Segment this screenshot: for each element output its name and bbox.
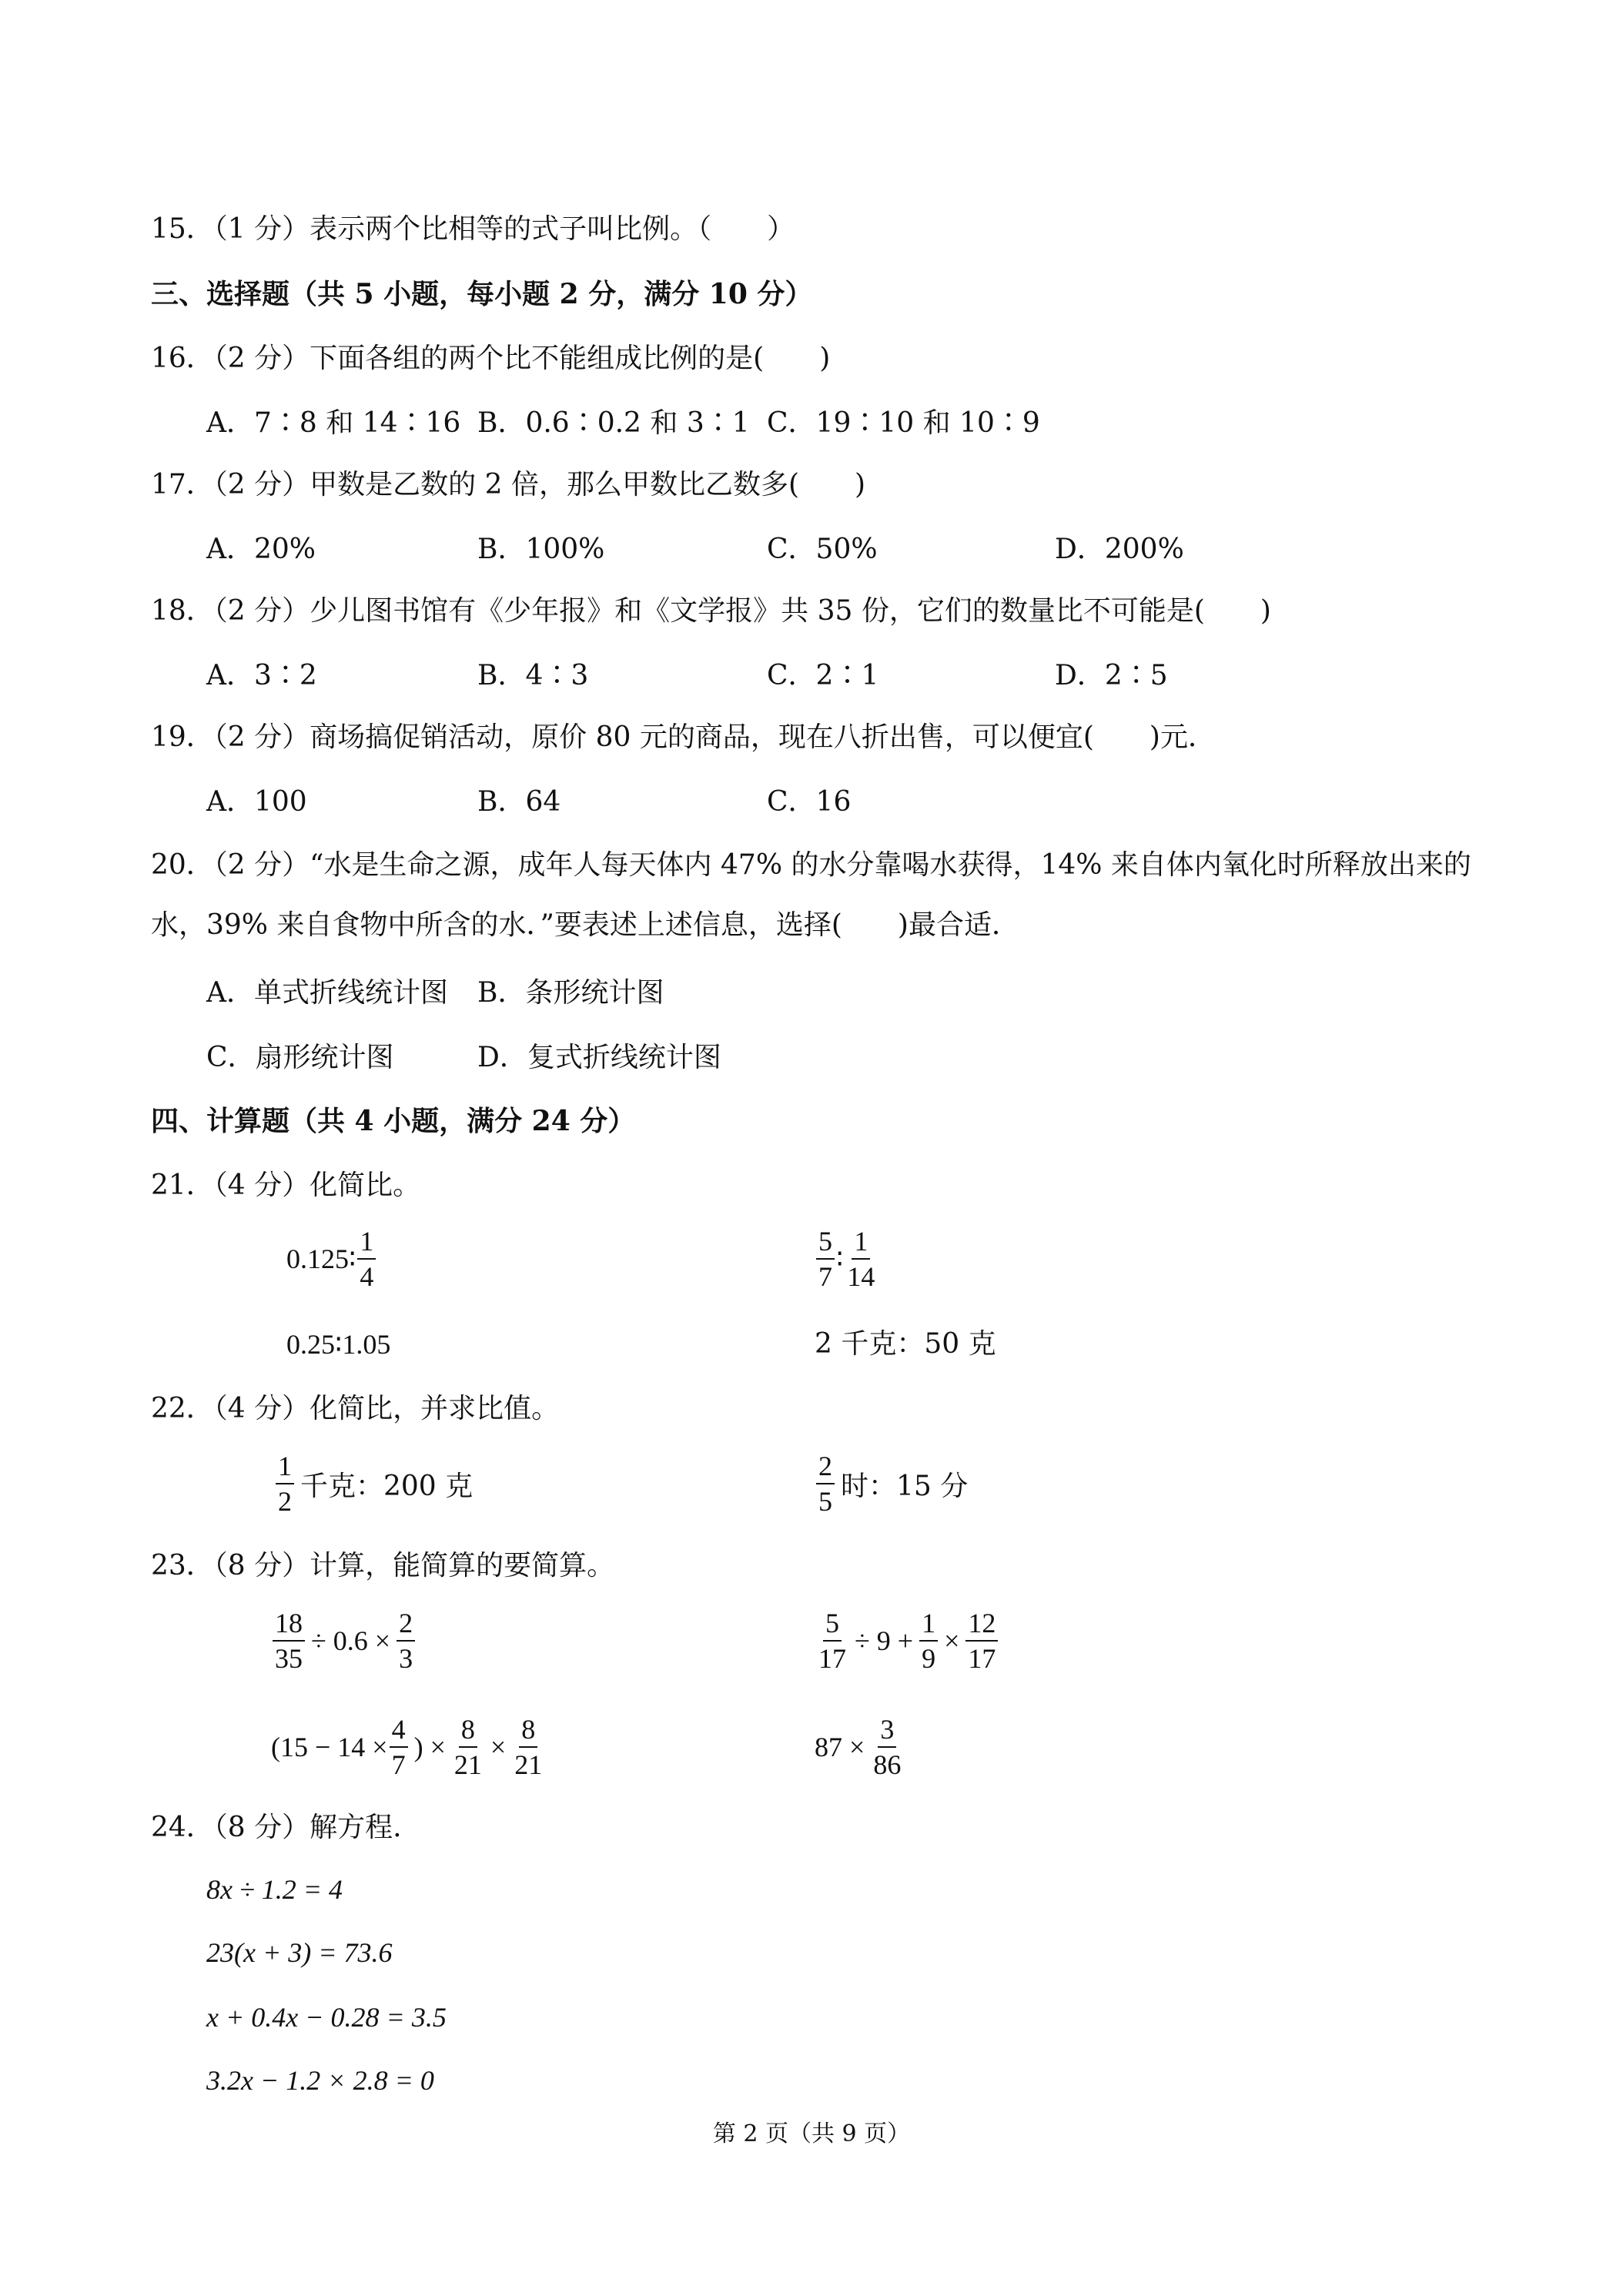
q24-equation-3: x + 0.4x − 0.28 = 3.5 [206, 2002, 447, 2033]
q20-option-d: D．复式折线统计图 [477, 1042, 721, 1073]
q23-stem: 23．（8 分）计算，能简算的要简算。 [151, 1550, 615, 1581]
q17-option-d: D．200% [1055, 534, 1184, 565]
operator-text: ÷ 9 + [855, 1625, 914, 1656]
q23-expr-3 [271, 1712, 546, 1782]
q16-option-a: A．7∶8 和 14∶16 [206, 407, 461, 439]
fraction: $\frac{1}{2}$ [276, 1449, 294, 1518]
q24-equation-1: 8x ÷ 1.2 = 4 [206, 1874, 343, 1905]
q17-option-b: B．100% [477, 534, 605, 565]
operator-text: (15 − 14 × [271, 1732, 388, 1762]
q16-stem: 16．（2 分）下面各组的两个比不能组成比例的是( ) [151, 343, 831, 374]
q22-expr-1 [274, 1449, 473, 1518]
q24-stem: 24．（8 分）解方程. [151, 1812, 402, 1843]
q18-stem: 18．（2 分）少儿图书馆有《少年报》和《文学报》共 35 份，它们的数量比不可能是( ) [151, 595, 1271, 627]
q19-option-b: B．64 [477, 786, 561, 818]
q21-expr-1 [286, 1224, 377, 1294]
q20-stem-line2: 水，39% 来自食物中所含的水．”要表述上述信息，选择( )最合适． [151, 909, 1019, 941]
fraction: $\frac{2}{5}$ [816, 1449, 835, 1518]
q22-e2-unit: 时：15 分 [841, 1470, 969, 1502]
q21-expr-2 [815, 1224, 878, 1294]
section-4-heading: 四、计算题（共 4 小题，满分 24 分） [151, 1105, 636, 1137]
ratio-colon: ∶ [836, 1243, 844, 1274]
q16-option-c: C．19∶10 和 10∶9 [767, 407, 1040, 439]
operator-text: 87 × [815, 1732, 865, 1762]
q19-stem: 19．（2 分）商场搞促销活动，原价 80 元的商品，现在八折出售，可以便宜( )元． [151, 721, 1216, 753]
q23-expr-1 [271, 1606, 417, 1675]
q17-option-c: C．50% [767, 534, 878, 565]
q20-option-c: C．扇形统计图 [206, 1042, 394, 1073]
q15-text: 15．（1 分）表示两个比相等的式子叫比例。（ ） [151, 213, 795, 245]
fraction: $\frac{8}{21}$ [514, 1714, 543, 1780]
q16-option-b: B．0.6∶0.2 和 3∶1 [477, 407, 750, 439]
q17-option-a: A．20% [206, 534, 316, 565]
q24-equation-2: 23(x + 3) = 73.6 [206, 1937, 393, 1968]
q18-option-b: B．4∶3 [477, 660, 589, 691]
q20-option-a: A．单式折线统计图 [206, 977, 448, 1009]
q17-stem: 17．（2 分）甲数是乙数的 2 倍，那么甲数比乙数多( ) [151, 469, 866, 500]
q24-equation-4: 3.2x − 1.2 × 2.8 = 0 [206, 2065, 434, 2096]
operator-text: ) × [413, 1732, 446, 1762]
fraction: $\frac{1}{4}$ [357, 1224, 376, 1294]
q21-e1-prefix: 0.125∶ [286, 1243, 356, 1274]
q21-expr-4: 2 千克：50 克 [815, 1328, 996, 1360]
q20-stem-line1: 20．（2 分）“水是生命之源，成年人每天体内 47% 的水分靠喝水获得，14% 来自体内氧化时所释放出来的 [151, 849, 1471, 881]
page-footer: 第 2 页（共 9 页） [712, 2120, 911, 2147]
fraction: $\frac{1}{14}$ [847, 1226, 875, 1292]
q18-option-d: D．2∶5 [1055, 660, 1168, 691]
fraction: $\frac{1}{9}$ [919, 1606, 938, 1675]
q22-e1-unit: 千克：200 克 [300, 1470, 474, 1502]
fraction: $\frac{5}{17}$ [818, 1608, 846, 1674]
section-3-heading: 三、选择题（共 5 小题，每小题 2 分，满分 10 分） [151, 278, 813, 310]
fraction: $\frac{3}{86}$ [873, 1714, 902, 1780]
q20-option-b: B．条形统计图 [477, 977, 664, 1009]
q23-expr-2 [815, 1606, 999, 1675]
operator-text: × [490, 1732, 507, 1762]
fraction: $\frac{2}{3}$ [397, 1606, 415, 1675]
fraction: $\frac{5}{7}$ [816, 1224, 835, 1294]
q19-option-c: C．16 [767, 786, 852, 818]
q21-stem: 21．（4 分）化简比。 [151, 1170, 421, 1201]
operator-text: × [944, 1625, 960, 1656]
fraction: $\frac{18}{35}$ [273, 1606, 305, 1675]
q21-expr-3: 0.25∶1.05 [286, 1329, 391, 1360]
q23-expr-4 [815, 1712, 905, 1782]
fraction: $\frac{4}{7}$ [390, 1712, 408, 1782]
operator-text: ÷ 0.6 × [311, 1625, 391, 1656]
q18-option-a: A．3∶2 [206, 660, 317, 691]
q22-stem: 22．（4 分）化简比，并求比值。 [151, 1393, 560, 1424]
fraction: $\frac{12}{17}$ [965, 1606, 998, 1675]
q18-option-c: C．2∶1 [767, 660, 879, 691]
q22-expr-2 [815, 1449, 968, 1518]
fraction: $\frac{8}{21}$ [453, 1714, 482, 1780]
q19-option-a: A．100 [206, 786, 307, 818]
